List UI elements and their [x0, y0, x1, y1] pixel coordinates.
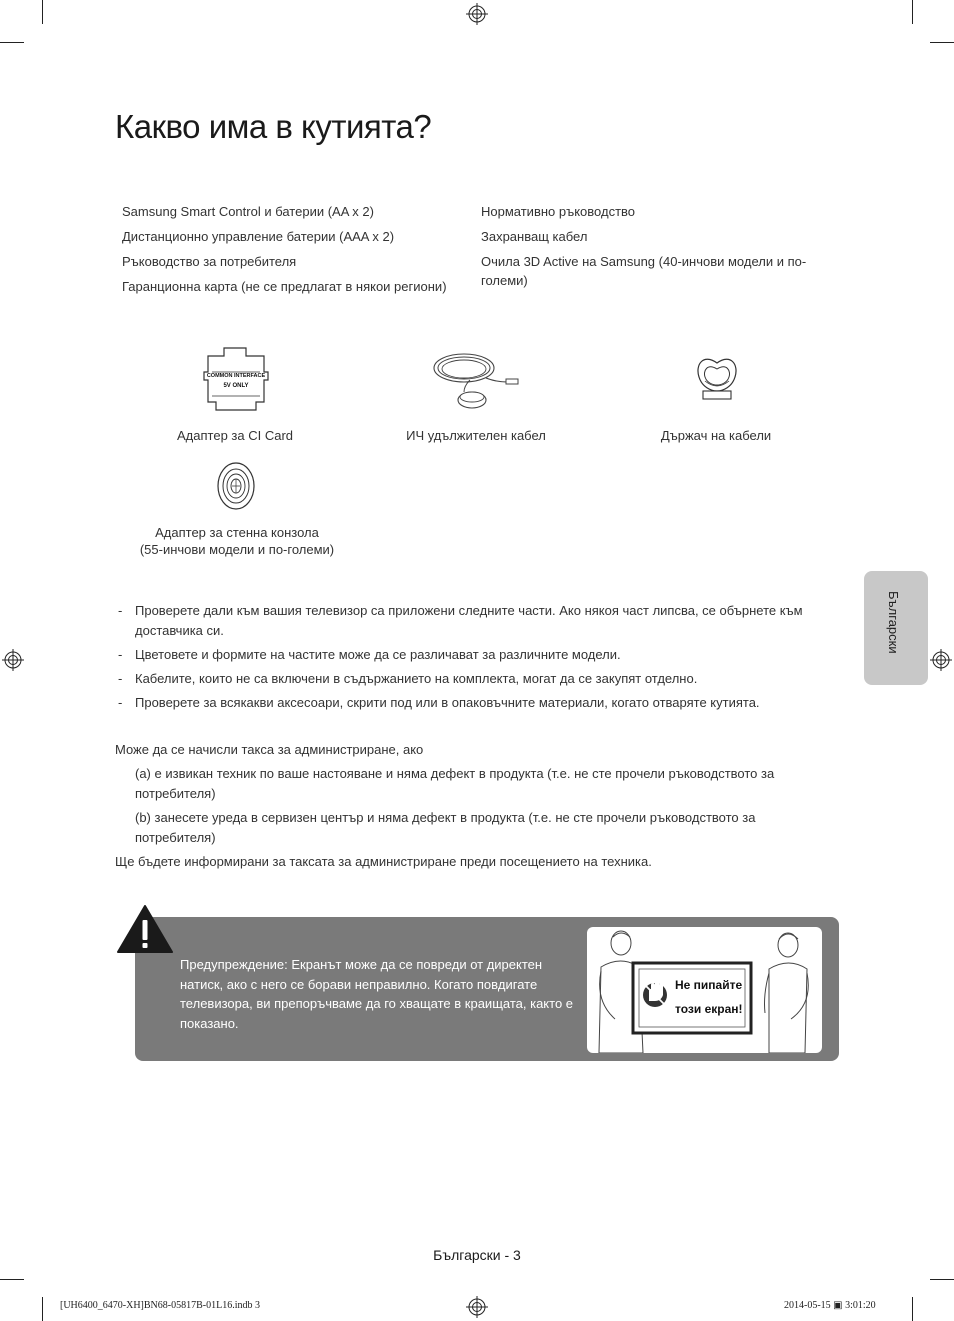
print-slug-timestamp: 2014-05-15 ▣ 3:01:20 — [784, 1300, 876, 1311]
screen-notice — [675, 973, 755, 1021]
ci-label-line2: 5V ONLY — [223, 383, 249, 389]
wall-mount-adapter-caption — [112, 524, 362, 558]
ir-extender-cable-image — [430, 350, 522, 412]
wall-mount-adapter-caption-line2: (55-инчови модели и по-големи) — [139, 542, 335, 557]
warning-body: : Екранът може да се повреди от директен натиск, ако с него се борави неправилно. Когато повдигате телевизора, ви препоръчваме да го хващате в краищата, както е показано. — [180, 957, 574, 1031]
list-item — [118, 601, 828, 641]
bullet-dash: - — [118, 603, 123, 618]
tv-handling-illustration — [587, 927, 822, 1053]
crop-mark — [0, 1279, 24, 1280]
warning-triangle-icon — [116, 904, 174, 954]
list-item: Нормативно ръководство — [481, 204, 636, 219]
ci-label-line1: COMMON INTERFACE — [206, 373, 266, 379]
warning-label: Предупреждение — [180, 957, 285, 972]
screen-notice-line1: Не пипайте — [675, 978, 743, 992]
crop-mark — [0, 42, 24, 43]
fee-closing: Ще бъдете информирани за таксата за администриране преди посещението на техника. — [115, 854, 652, 869]
note-text: Проверете за всякакви аксесоари, скрити под или в опаковъчните материали, когато отваряте кутията. — [135, 695, 760, 710]
crop-mark — [912, 1297, 913, 1321]
cable-holder-caption: Държач на кабели — [660, 428, 772, 443]
cable-holder-image — [693, 355, 741, 401]
registration-mark-icon — [466, 1296, 488, 1318]
contents-right-column — [481, 202, 821, 290]
wall-mount-adapter-caption-line1: Адаптер за стенна конзола — [155, 525, 319, 540]
language-side-tab — [864, 571, 928, 685]
contents-left-column — [122, 202, 467, 296]
list-item: Samsung Smart Control и батерии (AA x 2) — [122, 204, 374, 219]
bullet-dash: - — [118, 671, 123, 686]
list-item — [118, 669, 828, 689]
wall-mount-adapter-image — [216, 461, 256, 511]
crop-mark — [930, 42, 954, 43]
crop-mark — [912, 0, 913, 24]
screen-notice-line2: този екран! — [675, 1002, 743, 1016]
language-side-tab-label: Български — [886, 591, 901, 654]
list-item — [118, 645, 828, 665]
list-item — [118, 693, 828, 713]
note-text: Кабелите, които не са включени в съдържанието на комплекта, могат да се закупят отделно. — [135, 671, 698, 686]
registration-mark-icon — [930, 649, 952, 671]
ci-card-adapter-image — [200, 346, 272, 414]
crop-mark — [930, 1279, 954, 1280]
list-item: Гаранционна карта (не се предлагат в някои региони) — [122, 279, 447, 294]
fee-case-a: (a) е извикан техник по ваше настояване и няма дефект в продукта (т.е. не сте прочели ръководството за потребителя) — [135, 766, 775, 801]
bullet-dash: - — [118, 695, 123, 710]
warning-text — [180, 955, 575, 1033]
ci-card-adapter-caption: Адаптер за CI Card — [177, 428, 293, 443]
list-item: Очила 3D Active на Samsung (40-инчови модели и по-големи) — [481, 254, 807, 288]
note-text: Цветовете и формите на частите може да се различават за различните модели. — [135, 647, 621, 662]
note-text: Проверете дали към вашия телевизор са приложени следните части. Ако някоя част липсва, се обърнете към доставчика си. — [135, 603, 803, 638]
ir-extender-cable-caption: ИЧ удължителен кабел — [406, 428, 546, 443]
crop-mark — [42, 1297, 43, 1321]
list-item: Захранващ кабел — [481, 229, 588, 244]
crop-mark — [42, 0, 43, 24]
fee-intro: Може да се начисли такса за администриране, ако — [115, 742, 424, 757]
page-number: Български - 3 — [433, 1247, 521, 1263]
notes-list — [118, 601, 828, 713]
print-slug-file: [UH6400_6470-XH]BN68-05817B-01L16.indb 3 — [60, 1300, 260, 1311]
fee-case-b: (b) занесете уреда в сервизен център и няма дефект в продукта (т.е. не сте прочели ръководството за потребителя) — [135, 810, 756, 845]
registration-mark-icon — [2, 649, 24, 671]
bullet-dash: - — [118, 647, 123, 662]
list-item: Ръководство за потребителя — [122, 254, 297, 269]
registration-mark-icon — [466, 3, 488, 25]
page-title: Какво има в кутията? — [115, 108, 432, 145]
list-item: Дистанционно управление батерии (AAA x 2) — [122, 229, 395, 244]
